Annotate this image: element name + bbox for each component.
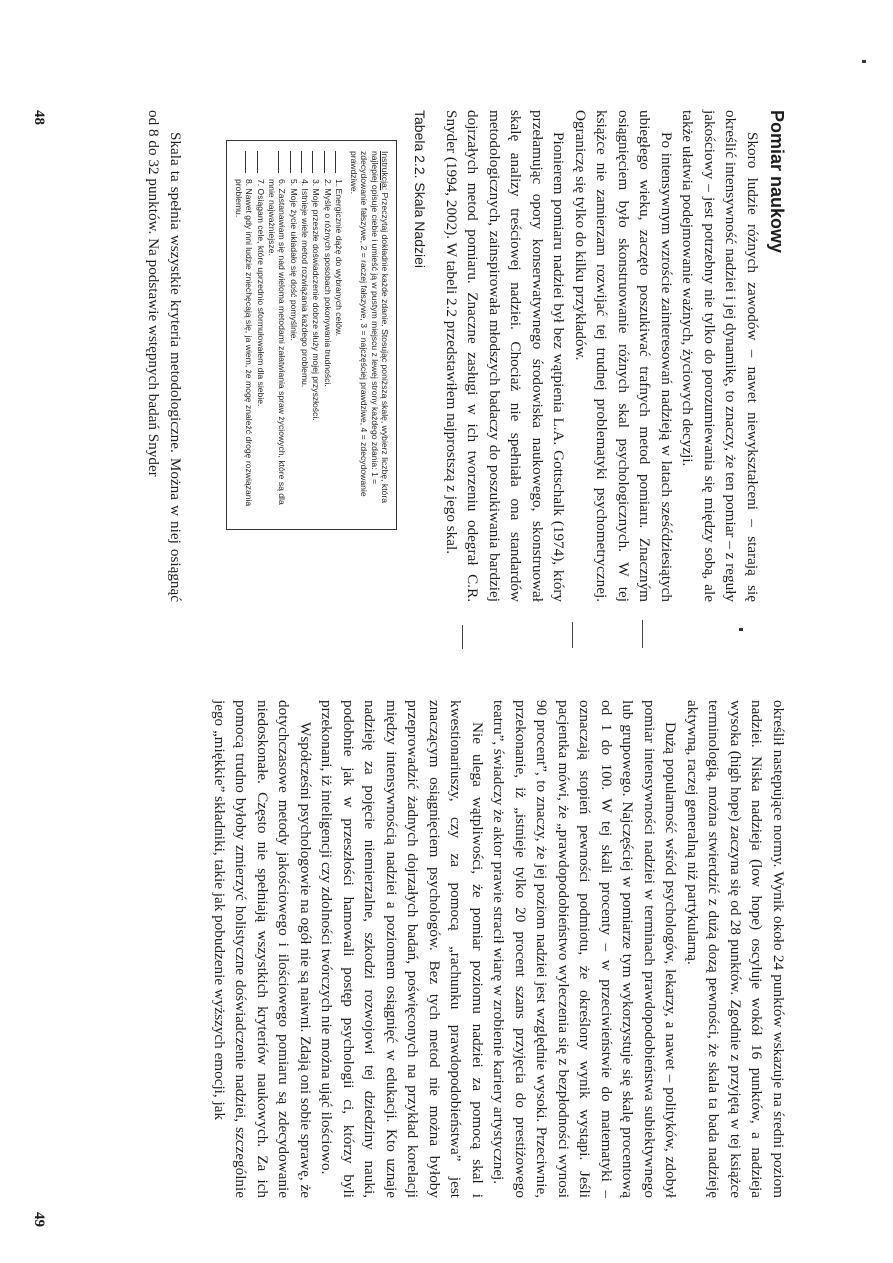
- scale-item: [311, 151, 321, 521]
- scale-item-text: 6. Zastanawiam się nad wieloma metodami załatwiania spraw życiowych, które są dla mnie najważniejsze.: [267, 179, 288, 505]
- hope-scale-table: [226, 140, 397, 530]
- page-number-left: 48: [31, 110, 47, 125]
- table-instruction: [349, 151, 390, 521]
- answer-blank: [290, 151, 292, 173]
- answer-blank: [324, 151, 326, 173]
- scale-item: [300, 151, 310, 521]
- scale-item: [322, 151, 332, 521]
- paragraph-2: Dużą popularność wśród psychologów, lekarzy, a nawet – polityków, zdobył pomiar intensywności nadziei w terminach prawdopodobieństwa subiektywnego lub grupowego. Najczęściej w pomiarze tym wykorzystuje się skalę procentową od 1 do 100. W tej skali procenty – w przeciwieństwie do matematyki – oznaczają stopień pewności podmiotu, że określony wynik wystąpi. Jeśli pacjentka mówi, że „prawdopodobieństwo wyleczenia się z bezpłodności wynosi 90 procent”, to znaczy, że jej poziom nadziei jest względnie wysoki. Przeciwnie, przekonanie, iż „istnieje tylko 20 procent szans przyjęcia do prestiżowego teatru”, świadczy że aktor prawie stracił wiarę w zrobienie kariery artystycznej.: [490, 700, 680, 1198]
- scan-artifact-line: [462, 625, 463, 649]
- answer-blank: [278, 151, 280, 173]
- answer-blank: [245, 151, 247, 173]
- left-page: [0, 0, 893, 631]
- scale-item: [288, 151, 298, 521]
- instruction-text: Przeczytaj dokładnie każde zdanie. Stosując poniższą skalę, wybierz liczbę, która najlepiej opisuje ciebie i umieść ją w pustym miejscu z lewej strony każdego zdania: 1 = zdecydowanie fałszywe, 2 = raczej fałszywe, 3 = najczęściej prawdziwe, 4 = zdecydowanie prawdziwe.: [349, 151, 390, 504]
- scale-item: [334, 151, 344, 521]
- scale-item-text: 1. Energicznie dążę do wybranych celów.: [333, 179, 344, 337]
- answer-blank: [335, 151, 337, 173]
- scan-artifact-dot: [862, 60, 866, 63]
- left-page-text: [143, 110, 787, 602]
- answer-blank: [257, 151, 259, 173]
- scale-item-text: 7. Osiągam cele, które uprzednio sformułowałem dla siebie.: [255, 179, 266, 407]
- scale-item-text: 4. Istnieje wiele metod rozwiązania każdego problemu.: [299, 179, 310, 388]
- paragraph-continued: określił następujące normy. Wynik około 24 punktów wskazuje na średni poziom nadziei. Niska nadzieja (low hope) oscyluje wokół 16 punktów, a nadzieja wysoka (high hope) zaczyna się od 28 punktów. Zgodnie z przyjętą w tej książce terminologią, można stwierdzić z dużą dozą pewności, że skala ta bada nadzieję aktywną, raczej generalną niż partykularną.: [684, 700, 787, 1198]
- section-heading: Pomiar naukowy: [767, 110, 787, 254]
- right-page: [0, 632, 893, 1263]
- scale-item: [267, 151, 288, 521]
- scale-item-text: 8. Nawet gdy inni ludzie zniechęcają się, ja wiem, że mogę znaleźć drogę rozwiązania problemu.: [234, 179, 255, 507]
- scale-item: [255, 151, 265, 521]
- scale-item: [234, 151, 255, 521]
- paragraph-4: Współcześni psychologowie na ogół nie są naiwni. Zdają oni sobie sprawę, że dotychczasowe metody jakościowego i ilościowego pomiaru są zdecydowanie niedoskonałe. Często nie spełniają wszystkich kryteriów naukowych. Za ich pomocą trudno byłoby zmierzyć holistyczne doświadczenie nadziei, szczególnie jego „miękkie” składniki, takie jak pobudzenie wyższych emocji, jak: [211, 700, 314, 1198]
- paragraph-3: Nie ulega wątpliwości, że pomiar poziomu nadziei za pomocą skal i kwestionariuszy, czy za pomocą „rachunku prawdopodobieństwa” jest znaczącym osiągnięciem psychologów. Bez tych metod nie można byłoby przeprowadzić żadnych dojrzałych badań, poświęconych na przykład korelacji między intensywnością nadziei a poziomem osiągnięć w edukacji. Kto uznaje nadzieję za pojęcie niemierzalne, szkodzi rozwojowi tej dziedziny nauki, podobnie jak w przeszłości hamowali postęp psychologii ci, którzy byli przekonani, iż inteligencji czy zdolności twórczych nie można ująć ilościowo.: [318, 700, 486, 1198]
- scan-artifact-line: [572, 622, 573, 648]
- paragraph-3: Pionierem pomiaru nadziei był bez wątpienia L.A. Gottschalk (1974), który przełamując opory konserwatywnego środowiska naukowego, skonstruował skalę analizy treściowej nadziei. Chociaż nie spełniała ona standardów metodologicznych, zainspirowała młodszych badaczy do poszukiwania bardziej dojrzałych metod pomiaru. Znaczne zasługi w ich tworzeniu odegrał C.R. Snyder (1994, 2002). W tabeli 2.2 przedstawiłem najprostszą z jego skal.: [443, 110, 568, 602]
- answer-blank: [312, 151, 314, 173]
- paragraph-1: Skoro ludzie różnych zawodów – nawet niewykształceni – starają się określić intensywność nadziei i jej dynamikę, to znaczy, że ten pomiar – z reguły jakościowy – jest potrzebny nie tylko do porozumiewania się między sobą, ale także ułatwia podejmowanie ważnych, życiowych decyzji.: [679, 110, 761, 603]
- scan-artifact-line: [642, 620, 643, 648]
- closing-paragraph: Skala ta spełnia wszystkie kryteria metodologiczne. Można w niej osiągnąć od 8 do 32 punktów. Na podstawie wstępnych badań Snyder: [145, 110, 184, 602]
- instruction-label: Instrukcja:: [380, 151, 390, 191]
- scale-item-text: 5. Moje życie układało się dość pomyślnie.: [288, 179, 299, 341]
- scan-artifact-dot: [739, 628, 743, 631]
- right-page-text: [209, 700, 790, 1198]
- table-caption: Tabela 2.2. Skala Nadziei: [412, 110, 429, 268]
- page-number-right: 49: [31, 1212, 47, 1227]
- scale-item-text: 2. Myślę o różnych sposobach pokonywania trudności.: [322, 179, 333, 387]
- scale-item-text: 3. Moje przeszłe doświadczenie dobrze służy mojej przyszłości.: [311, 179, 322, 421]
- answer-blank: [301, 151, 303, 173]
- paragraph-2: Po intensywnym wzroście zainteresowań nadzieją w latach sześćdziesiątych ubiegłego wieku, zaczęto poszukiwać trafnych metod pomiaru. Znaczným osiągnięciem było skonstruowanie różnych skal psychologicznych. W tej książce nie zamierzam rozwijać tej trudnej problematyki psychometrycznej. Ograniczę się tylko do kilku przykładów.: [572, 110, 675, 602]
